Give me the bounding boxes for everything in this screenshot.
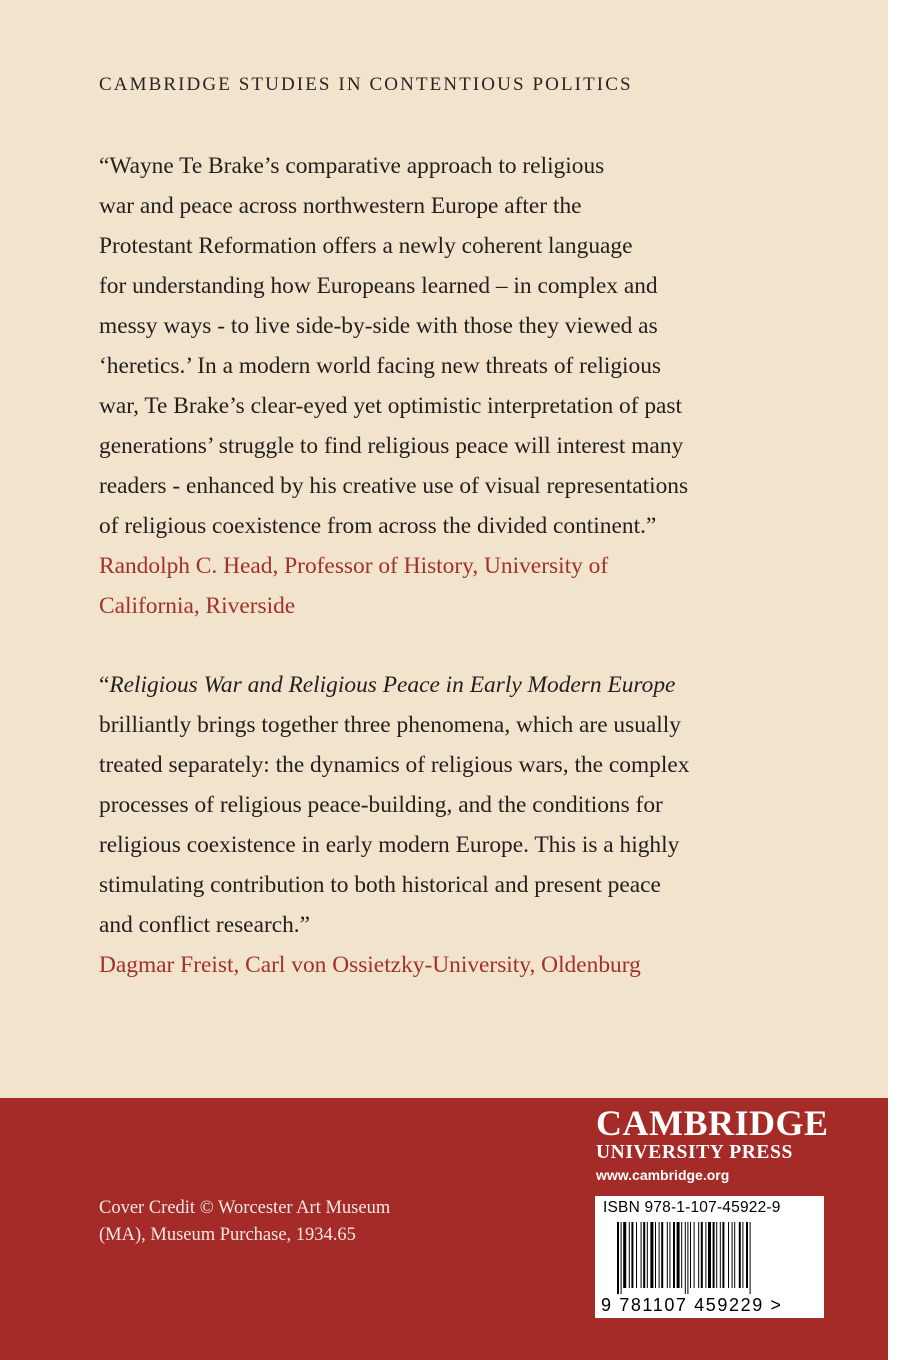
publisher-logo	[596, 1103, 829, 1186]
blurb-line: stimulating contribution to both historical and present peace	[99, 872, 661, 898]
barcode-digits: 9 781107 459229 >	[601, 1295, 783, 1315]
blurb-attribution: California, Riverside	[99, 593, 296, 619]
series-title: CAMBRIDGE STUDIES IN CONTENTIOUS POLITICS	[99, 74, 633, 95]
barcode-bar	[687, 1222, 688, 1294]
barcode-bar	[669, 1222, 670, 1288]
page-edge	[888, 0, 907, 1360]
barcode-bar	[722, 1222, 724, 1288]
barcode-bar	[667, 1222, 668, 1288]
publisher-name: CAMBRIDGE	[596, 1103, 829, 1143]
cover-credit	[99, 1195, 390, 1249]
barcode-bar	[746, 1222, 748, 1288]
isbn-label: ISBN 978-1-107-45922-9	[603, 1199, 781, 1216]
blurb-line: “Wayne Te Brake’s comparative approach to religious	[99, 153, 605, 179]
blurb-line: Protestant Reformation offers a newly coherent language	[99, 233, 633, 259]
publisher-url[interactable]: www.cambridge.org	[596, 1167, 730, 1183]
blurb-line: readers - enhanced by his creative use of visual representations	[99, 473, 689, 499]
barcode-bar	[728, 1222, 729, 1288]
barcode-bar	[659, 1222, 660, 1288]
blurb-line: religious coexistence in early modern Europe. This is a highly	[99, 832, 680, 858]
barcode-bar	[617, 1222, 619, 1294]
blurb-line: treated separately: the dynamics of religious wars, the complex	[99, 752, 690, 778]
barcode-bar	[720, 1222, 721, 1288]
barcode-bar	[641, 1222, 642, 1288]
barcode-bar	[643, 1222, 645, 1288]
barcode-bar	[677, 1222, 680, 1288]
barcode-bar	[694, 1222, 695, 1288]
barcode-bars	[595, 1220, 824, 1296]
barcode-bar	[661, 1222, 663, 1288]
barcode-bar	[655, 1222, 656, 1288]
blurb-line: generations’ struggle to find religious peace will interest many	[99, 433, 684, 459]
blurb-line: processes of religious peace-building, and the conditions for	[99, 792, 663, 818]
barcode-bar	[739, 1222, 741, 1288]
blurb-line: for understanding how Europeans learned – in complex and	[99, 273, 658, 299]
blurb-title-line	[99, 665, 779, 705]
barcode-bar	[742, 1222, 743, 1288]
barcode-bar	[701, 1222, 703, 1288]
blurb-freist	[99, 665, 779, 985]
barcode-bar	[750, 1222, 751, 1294]
blurb-line: ‘heretics.’ In a modern world facing new threats of religious	[99, 353, 662, 379]
blurb-line: war and peace across northwestern Europe after the	[99, 193, 582, 219]
barcode-bar	[708, 1222, 711, 1288]
barcode-bar	[685, 1222, 686, 1294]
blurb-line: and conflict research.”	[99, 912, 311, 938]
barcode-bar	[629, 1222, 630, 1288]
barcode-bar	[713, 1222, 715, 1288]
barcode-bar	[732, 1222, 733, 1288]
isbn-barcode	[595, 1196, 824, 1318]
barcode-bar	[681, 1222, 682, 1288]
blurb-line: of religious coexistence from across the divided continent.”	[99, 513, 657, 539]
barcode-bar	[716, 1222, 717, 1288]
barcode-bar	[636, 1222, 637, 1288]
publisher-press: UNIVERSITY PRESS	[596, 1142, 793, 1163]
blurb-attribution: Randolph C. Head, Professor of History, University of	[99, 553, 609, 579]
book-title-italic: Religious War and Religious Peace in Early Modern Europe	[109, 672, 676, 698]
barcode-bar	[698, 1222, 699, 1288]
cover-credit-line: Cover Credit © Worcester Art Museum	[99, 1198, 391, 1218]
barcode-bar	[690, 1222, 691, 1288]
open-quote-mark: “	[99, 672, 110, 698]
barcode-bar	[647, 1222, 648, 1288]
barcode-bar	[673, 1222, 675, 1288]
blurb-head	[99, 146, 779, 626]
blurb-line: messy ways - to live side-by-side with those they viewed as	[99, 313, 658, 339]
blurb-line: war, Te Brake’s clear-eyed yet optimistic interpretation of past	[99, 393, 683, 419]
blurb-line: brilliantly brings together three phenomena, which are usually	[99, 712, 681, 738]
barcode-bar	[734, 1222, 735, 1288]
barcode-bar	[621, 1222, 622, 1294]
barcode-bar	[705, 1222, 706, 1288]
cover-credit-line: (MA), Museum Purchase, 1934.65	[99, 1225, 356, 1245]
barcode-bar	[623, 1222, 626, 1288]
blurb-attribution: Dagmar Freist, Carl von Ossietzky-University, Oldenburg	[99, 952, 641, 978]
barcode-bar	[650, 1222, 653, 1288]
barcode-bar	[631, 1222, 633, 1288]
